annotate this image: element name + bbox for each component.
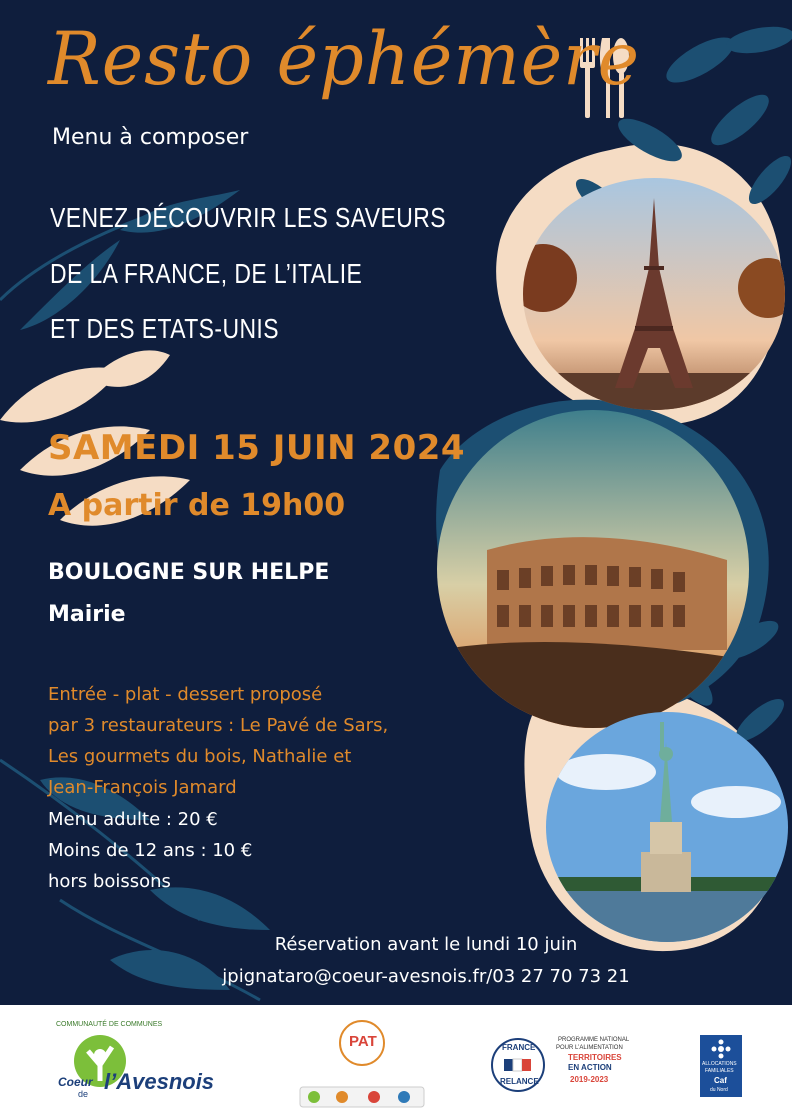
coeur-logo-de: de bbox=[78, 1089, 89, 1099]
price-child: Moins de 12 ans : 10 € bbox=[48, 840, 253, 861]
caf-line-2: FAMILIALES bbox=[705, 1068, 734, 1074]
pna-line-3: TERRITOIRES bbox=[568, 1053, 622, 1062]
pna-line-4: EN ACTION bbox=[568, 1063, 612, 1072]
caf-line-1: ALLOCATIONS bbox=[702, 1061, 737, 1067]
description-line-3: Les gourmets du bois, Nathalie et bbox=[48, 746, 352, 767]
contact-info[interactable]: jpignataro@coeur-avesnois.fr/03 27 70 73 21 bbox=[222, 966, 630, 987]
pna-line-5: 2019-2023 bbox=[570, 1075, 609, 1084]
caf-line-3: Caf bbox=[714, 1076, 727, 1085]
lead-line-1: VENEZ DÉCOUVRIR LES SAVEURS bbox=[50, 202, 446, 233]
statue-of-liberty-photo bbox=[546, 712, 788, 942]
price-adult: Menu adulte : 20 € bbox=[48, 809, 218, 830]
lead-line-2: DE LA FRANCE, DE L’ITALIE bbox=[50, 258, 363, 289]
poster-subtitle: Menu à composer bbox=[52, 125, 249, 150]
price-note: hors boissons bbox=[48, 871, 171, 892]
event-time: A partir de 19h00 bbox=[48, 488, 346, 523]
event-date: SAMEDI 15 JUIN 2024 bbox=[48, 428, 466, 468]
relance-logo-bottom: RELANCE bbox=[500, 1077, 539, 1086]
description-line-1: Entrée - plat - dessert proposé bbox=[48, 684, 323, 705]
partner-logos-footer bbox=[0, 1005, 792, 1120]
relance-logo-top: FRANCE bbox=[502, 1043, 536, 1052]
pna-line-2: POUR L’ALIMENTATION bbox=[556, 1045, 623, 1051]
eiffel-tower-photo bbox=[523, 178, 785, 410]
description-line-4: Jean-François Jamard bbox=[48, 777, 237, 798]
description-line-2: par 3 restaurateurs : Le Pavé de Sars, bbox=[48, 715, 389, 736]
pat-logo bbox=[296, 1015, 428, 1111]
coeur-logo-word: Coeur bbox=[58, 1075, 93, 1089]
pna-line-1: PROGRAMME NATIONAL bbox=[558, 1037, 630, 1043]
colosseum-photo bbox=[437, 410, 749, 728]
caf-logo bbox=[700, 1035, 742, 1097]
caf-line-4: du Nord bbox=[710, 1087, 728, 1093]
france-relance-logo bbox=[490, 1037, 546, 1093]
event-town: BOULOGNE SUR HELPE bbox=[48, 560, 330, 585]
pna-logo bbox=[554, 1035, 634, 1091]
event-venue: Mairie bbox=[48, 602, 126, 627]
lead-line-3: ET DES ETATS-UNIS bbox=[50, 313, 279, 344]
reservation-deadline: Réservation avant le lundi 10 juin bbox=[274, 934, 578, 955]
coeur-logo-avesnois: l’Avesnois bbox=[104, 1069, 215, 1094]
poster-title: Resto éphémère bbox=[48, 15, 641, 103]
pat-logo-text: PAT bbox=[349, 1033, 377, 1050]
coeur-avesnois-logo bbox=[48, 1017, 215, 1107]
coeur-logo-top: COMMUNAUTÉ DE COMMUNES bbox=[56, 1021, 163, 1028]
